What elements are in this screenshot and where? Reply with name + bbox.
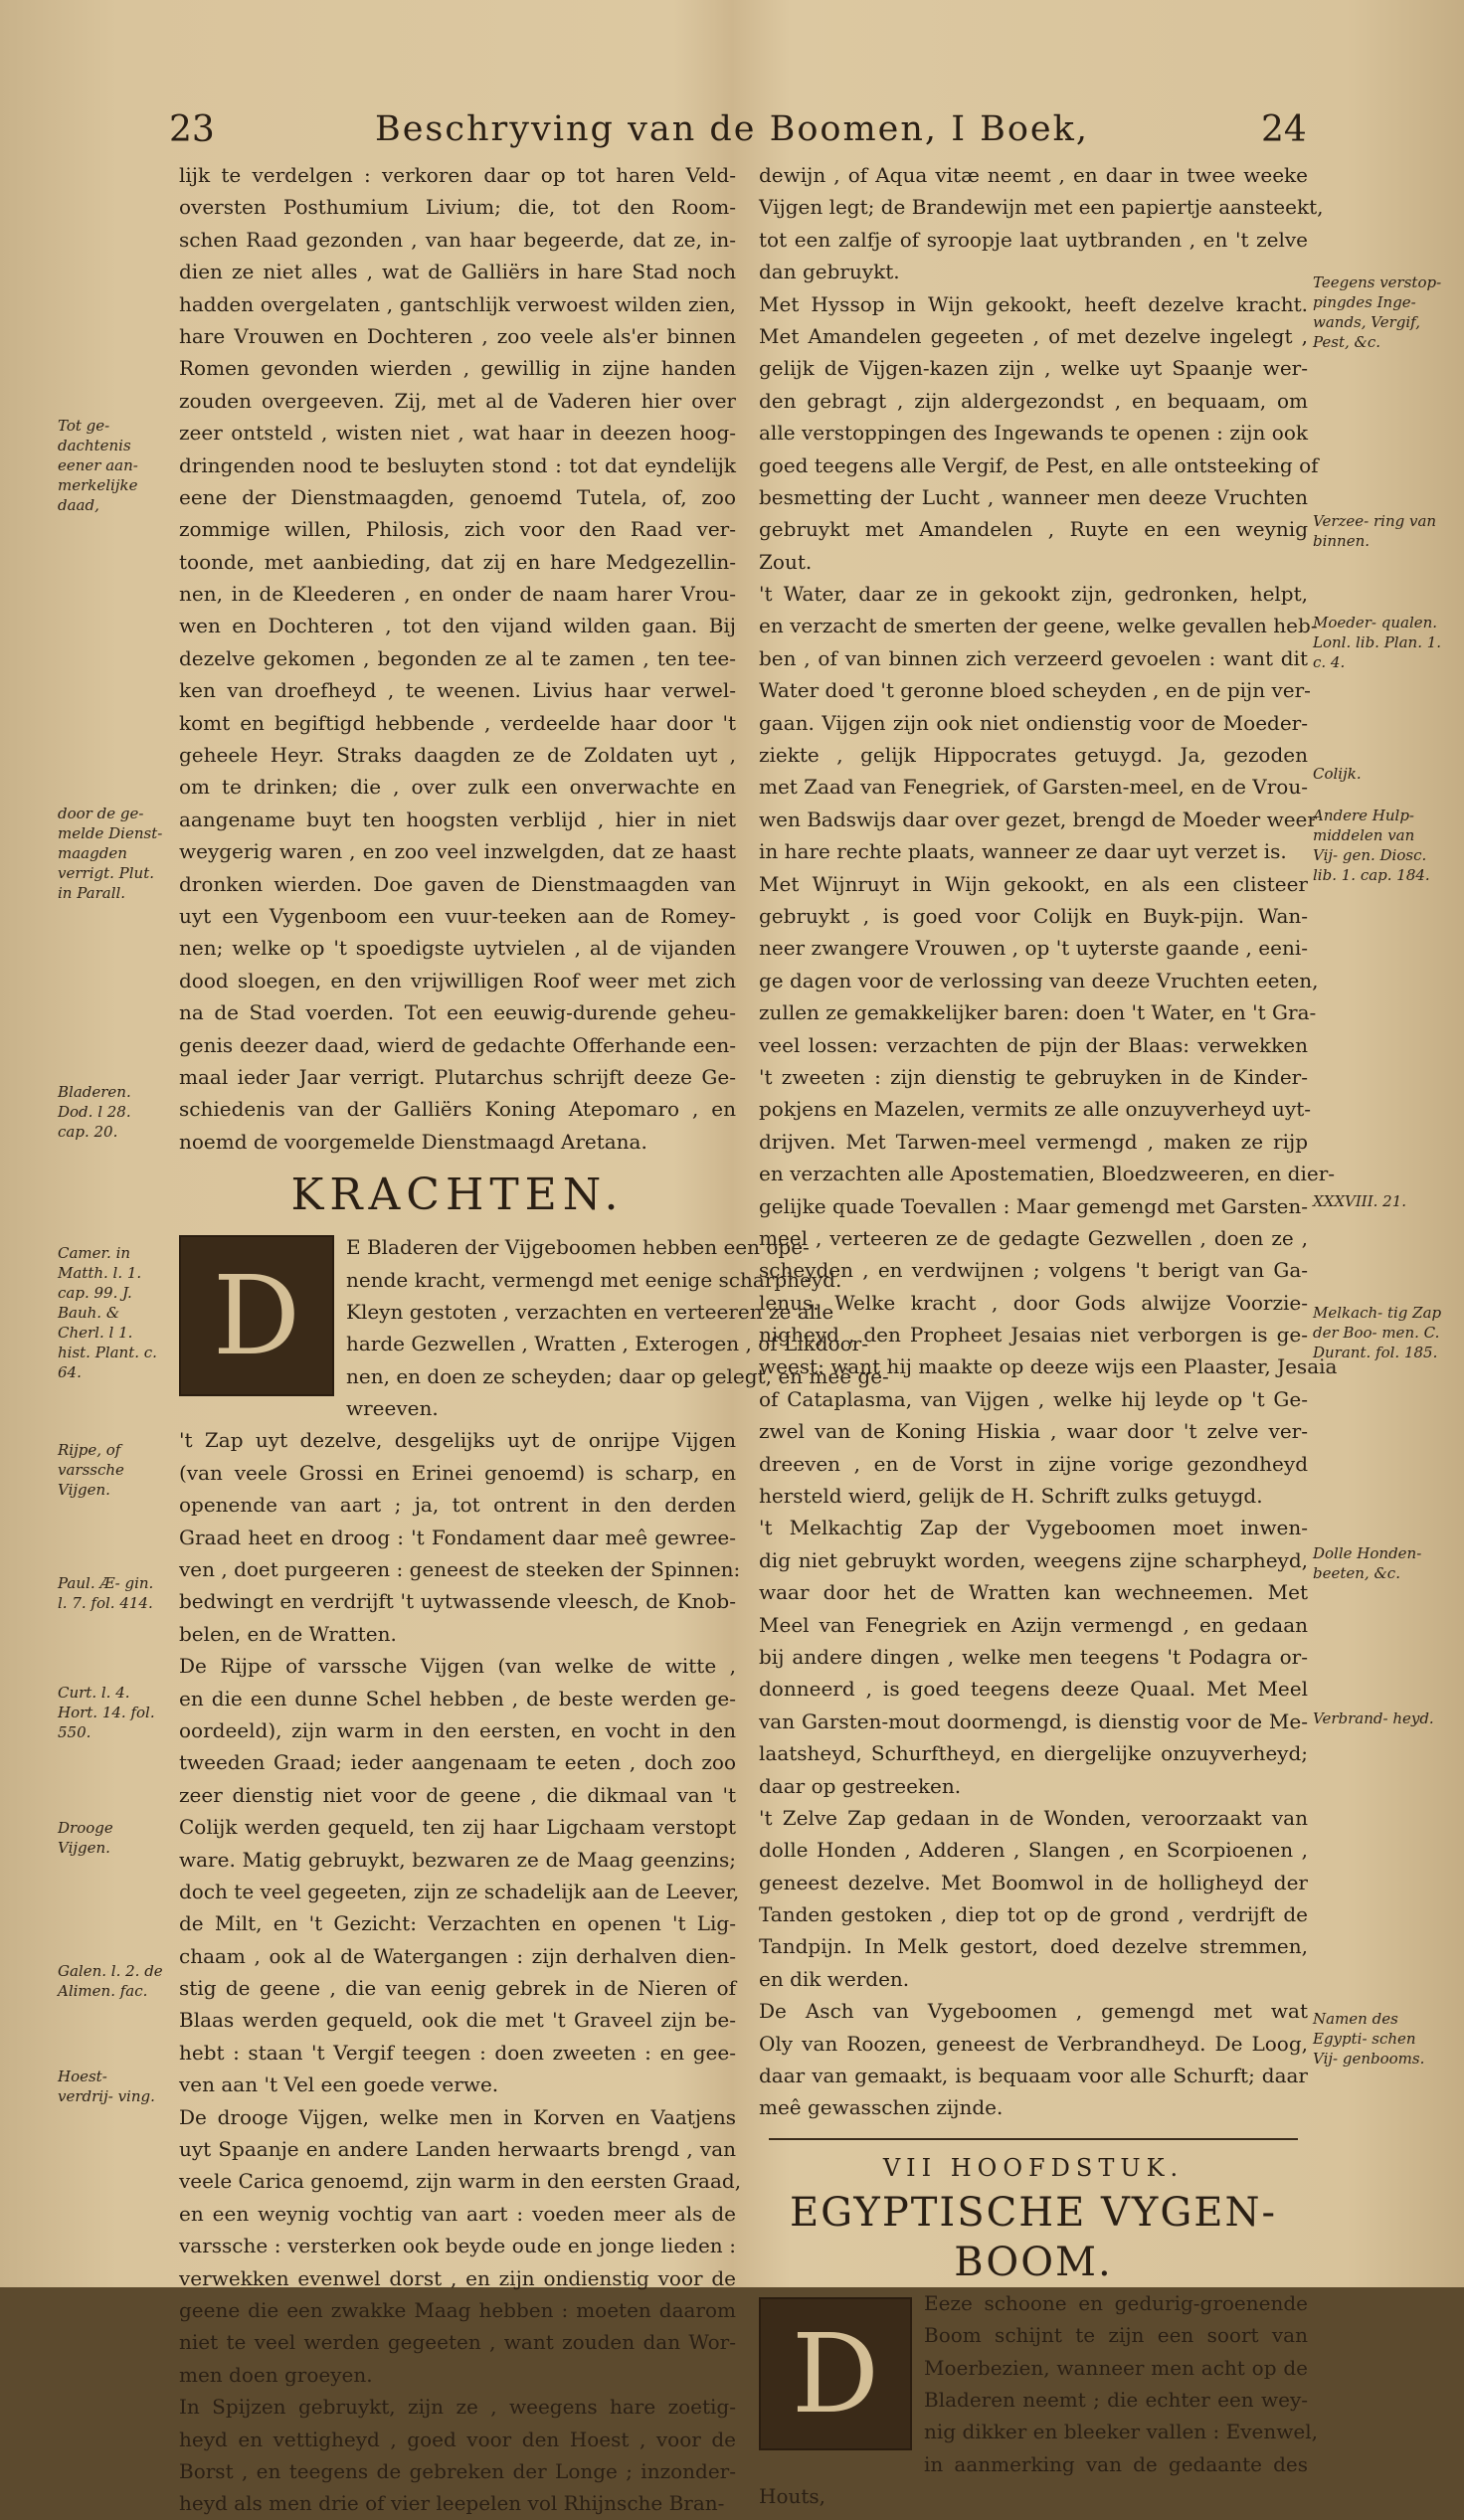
text-line: openende van aart ; ja, tot ontrent in den derden [179,1493,736,1518]
text-line: Houts, [759,2484,826,2509]
margin-note-right: Dolle Honden- beeten, &c. [1313,1544,1422,1582]
text-line: van Garsten-mout doormengd, is dienstig voor de Me- [759,1709,1308,1733]
text-line: Colijk werden gequeld, ten zij haar Ligchaam verstopt [179,1815,736,1840]
text-line: Met Amandelen gegeeten , of met dezelve ingelegt , [759,323,1308,348]
text-line: in hare rechte plaats, wanneer ze daar uyt verzet is. [759,839,1287,864]
text-line: daar van gemaakt, is bequaam voor alle Schurft; daar [759,2064,1308,2088]
text-line: gebruykt met Amandelen , Ruyte en een weynig [759,517,1308,542]
text-line: veele Carica genoemd, zijn warm in den eersten Graad, [179,2169,742,2194]
text-line: of Cataplasma, van Vijgen , welke hij leyde op 't Ge- [759,1386,1308,1411]
text-line: nen, en doen ze scheyden; daar op gelegt, en meê ge- [346,1363,889,1388]
text-line: stig de geene , die van eenig gebrek in de Nieren of [179,1976,736,2001]
text-line: met Zaad van Fenegriek, of Garsten-meel, en de Vrou- [759,775,1308,800]
text-line: dringenden nood te besluyten stond : tot dat eyndelijk [179,452,736,477]
text-line: In Spijzen gebruykt, zijn ze , weegens hare zoetig- [179,2395,736,2420]
margin-note-left: door de ge- melde Dienst- maagden verrigt. Plut. in Parall. [58,805,163,902]
text-line: dewijn , of Aqua vitæ neemt , en daar in twee weeke [759,163,1308,187]
text-line: nen, in de Kleederen , en onder de naam harer Vrou- [179,582,736,607]
text-line: en een weynig vochtig van aart : voeden meer als de [179,2201,736,2226]
text-line: 't Zelve Zap gedaan in de Wonden, veroorzaakt van [759,1805,1308,1830]
text-line: bij andere dingen , welke men teegens 't Podagra or- [759,1644,1308,1669]
text-line: ven aan 't Vel een goede verwe. [179,2072,499,2097]
margin-note-left: Galen. l. 2. de Alimen. fac. [58,1962,163,2000]
text-line: in aanmerking van de gedaante des [924,2451,1308,2476]
section-heading-krachten: KRACHTEN. [290,1170,625,1221]
text-line: 't zweeten : zijn dienstig te gebruyken in de Kinder- [759,1064,1308,1089]
text-line: De Rijpe of varssche Vijgen (van welke de witte , [179,1654,736,1679]
margin-note-left: Paul. Æ- gin. l. 7. fol. 414. [58,1574,154,1612]
text-line: tweeden Graad; ieder aangenaam te eeten , doch zoo [179,1750,736,1775]
text-line: toonde, met aanbieding, dat zij en hare Medgezellin- [179,549,736,574]
text-line: uyt Spaanje en andere Landen herwaarts brengd , van [179,2137,736,2162]
text-line: na de Stad voerden. Tot een eeuwig-durende geheu- [179,1000,736,1025]
text-line: harde Gezwellen , Wratten , Exterogen , of Likdoor- [346,1332,868,1356]
text-line: ware. Matig gebruykt, bezwaren ze de Maag geenzins; [179,1847,736,1872]
text-line: 't Zap uyt dezelve, desgelijks uyt de onrijpe Vijgen [179,1428,736,1453]
text-line: Vijgen legt; de Brandewijn met een papiertje aansteekt, [759,195,1324,220]
text-line: meel , verteeren ze de gedagte Gezwellen , doen ze , [759,1225,1308,1250]
text-line: ziekte , gelijk Hippocrates getuygd. Ja, gezoden [759,743,1308,768]
margin-note-right: Melkach- tig Zap der Boo- men. C. Durant. fol. 185. [1313,1304,1442,1361]
text-line: wreeven. [346,1396,439,1421]
text-line: Boom schijnt te zijn een soort van [924,2323,1308,2348]
left-page-number: 23 [169,109,215,150]
text-line: zwel van de Koning Hiskia , waar door 't zelve ver- [759,1419,1308,1444]
text-line: wen en Dochteren , tot den vijand wilden gaan. Bij [179,614,736,638]
text-line: Meel van Fenegriek en Azijn vermengd , en gedaan [759,1612,1308,1637]
text-line: heyd als men drie of vier leepelen vol Rhijnsche Bran- [179,2491,725,2516]
text-line: dig niet gebruykt worden, weegens zijne scharpheyd, [759,1547,1308,1572]
text-line: aangename buyt ten hoogsten verblijd , hier in niet [179,807,736,831]
text-line: weygerig waren , en zoo veel inzwelgden, dat ze haast [179,839,736,864]
text-line: dood sloegen, en den vrijwilligen Roof weer met zich [179,968,736,992]
text-line: geene die een zwakke Maag hebben : moeten daarom [179,2298,736,2322]
drop-cap-d: D [179,1235,334,1396]
ornate-drop-cap-d: D [759,2297,912,2450]
margin-note-left: Curt. l. 4. Hort. 14. fol. 550. [58,1684,155,1741]
text-line: Eeze schoone en gedurig-groenende [924,2290,1308,2315]
text-line: gelijke quade Toevallen : Maar gemengd met Garsten- [759,1193,1308,1218]
margin-note-left: Camer. in Matth. l. 1. cap. 99. J. Bauh. & Cherl. l 1. hist. Plant. c. 64. [58,1244,157,1381]
text-line: drijven. Met Tarwen-meel vermengd , maken ze rijp [759,1129,1308,1154]
text-line: verwekken evenwel dorst , en zijn ondienstig voor de [179,2265,736,2290]
running-title: Beschryving van de Boomen, I Boek, [375,109,1089,149]
margin-note-right: Andere Hulp- middelen van Vij- gen. Diosc. lib. 1. cap. 184. [1313,807,1430,884]
text-line: goed teegens alle Vergif, de Pest, en alle ontsteeking of [759,452,1319,477]
text-line: 't Water, daar ze in gekookt zijn, gedronken, helpt, [759,582,1308,607]
margin-note-right: XXXVIII. 21. [1313,1192,1407,1210]
text-line: nigheyd , den Propheet Jesaias niet verborgen is ge- [759,1323,1308,1348]
text-line: maal ieder Jaar verrigt. Plutarchus schrijft deeze Ge- [179,1064,736,1089]
text-line: Borst , en teegens de gebreken der Longe ; inzonder- [179,2458,736,2483]
text-line: neer zwangere Vrouwen , op 't uyterste gaande , eeni- [759,936,1308,961]
text-line: belen, en de Wratten. [179,1621,397,1646]
text-line: zeer dienstig niet voor de geene , die dikmaal van 't [179,1782,736,1807]
text-line: en die een dunne Schel hebben , de beste werden ge- [179,1686,736,1710]
text-line: (van veele Grossi en Erinei genoemd) is scharp, en [179,1460,736,1485]
text-line: eene der Dienstmaagden, genoemd Tutela, of, zoo [179,484,736,509]
text-line: oordeeld), zijn warm in den eersten, en vocht in den [179,1717,736,1742]
text-line: den gebragt , zijn aldergezondst , en bequaam, om [759,388,1308,413]
margin-note-right: Moeder- qualen. Lonl. lib. Plan. 1. c. 4. [1313,614,1442,671]
chapter-title-line-2: BOOM. [954,2239,1113,2285]
margin-note-left: Drooge Vijgen. [58,1819,113,1857]
text-line: de Milt, en 't Gezicht: Verzachten en openen 't Lig- [179,1911,736,1936]
text-line: chaam , ook al de Watergangen : zijn derhalven dien- [179,1943,736,1968]
margin-note-left: Tot ge- dachtenis eener aan- merkelijke daad, [58,417,138,514]
margin-note-left: Hoest- verdrij- ving. [58,2068,155,2105]
chapter-divider [769,2138,1298,2140]
text-line: scheyden , en verdwijnen ; volgens 't berigt van Ga- [759,1258,1308,1283]
text-line: nen; welke op 't spoedigste uytvielen , al de vijanden [179,936,736,961]
text-line: schiedenis van der Galliërs Koning Atepomaro , en [179,1097,736,1122]
text-line: waar door het de Wratten kan wechneemen. Met [759,1580,1308,1605]
text-line: dien ze niet alles , wat de Galliërs in hare Stad noch [179,260,736,284]
text-line: Kleyn gestoten , verzachten en verteeren ze alle [346,1299,834,1324]
text-line: laatsheyd, Schurftheyd, en diergelijke onzuyverheyd; [759,1741,1308,1766]
chapter-title-line-1: EGYPTISCHE VYGEN- [789,2189,1277,2236]
text-line: Graad heet en droog : 't Fondament daar meê gewree- [179,1525,736,1549]
text-line: pokjens en Mazelen, vermits ze alle onzuyverheyd uyt- [759,1097,1312,1122]
margin-note-left: Bladeren. Dod. l 28. cap. 20. [58,1083,131,1141]
text-line: tot een zalfje of syroopje laat uytbranden , en 't zelve [759,227,1308,252]
margin-note-right: Teegens verstop- pingdes Inge- wands, Vergif, Pest, &c. [1313,273,1442,351]
text-line: gelijk de Vijgen-kazen zijn , welke uyt Spaanje wer- [759,356,1308,381]
text-line: weest: want hij maakte op deeze wijs een Plaaster, Jesaia [759,1354,1338,1379]
chapter-label: VII HOOFDSTUK. [882,2153,1185,2182]
text-line: wen Badswijs daar over gezet, brengd de Moeder weer [759,807,1317,831]
text-line: De Asch van Vygeboomen , gemengd met wat [759,1999,1308,2024]
left-text-block-1 [179,159,736,1158]
text-line: alle verstoppingen des Ingewands te openen : zijn ook [759,421,1308,446]
text-line: uyt een Vygenboom een vuur-teeken aan de Romey- [179,903,736,928]
right-text-block-1 [759,159,1338,2124]
text-line: geheele Heyr. Straks daagden ze de Zoldaten uyt , [179,743,736,768]
text-line: en dik werden. [759,1966,910,1991]
text-line: dreeven , en de Vorst in zijne vorige gezondheyd [759,1451,1308,1476]
text-line: E Bladeren der Vijgeboomen hebben een ope- [346,1235,810,1260]
text-line: schen Raad gezonden , van haar begeerde, dat ze, in- [179,227,736,252]
text-line: bedwingt en verdrijft 't uytwassende vleesch, de Knob- [179,1589,736,1614]
margin-note-right: Colijk. [1313,765,1362,783]
text-line: doch te veel gegeeten, zijn ze schadelijk aan de Leever, [179,1879,740,1903]
text-line: om te drinken; die , over zulk een onverwachte en [179,775,736,800]
text-line: nende kracht, vermengd met eenige scharpheyd. [346,1267,842,1292]
text-line: Blaas werden gequeld, ook die met 't Graveel zijn be- [179,2008,736,2033]
text-line: zouden overgeeven. Zij, met al de Vaderen hier over [179,388,736,413]
text-line: dolle Honden , Adderen , Slangen , en Scorpioenen , [759,1838,1308,1863]
text-line: Oly van Roozen, geneest de Verbrandheyd. De Loog, [759,2031,1308,2056]
text-line: varssche : versterken ook beyde oude en jonge lieden : [179,2234,736,2258]
text-line: heyd en vettigheyd , goed voor den Hoest , voor de [179,2427,736,2451]
text-line: hebt : staan 't Vergif teegen : doen zweeten : en gee- [179,2040,736,2065]
text-line: Tanden gestoken , diep tot op de grond , verdrijft de [759,1902,1308,1927]
text-line: hare Vrouwen en Dochteren , zoo veele als'er binnen [179,323,736,348]
text-line: 't Melkachtig Zap der Vygeboomen moet inwen- [759,1516,1308,1540]
text-line: daar op gestreeken. [759,1773,962,1798]
text-line: ben , of van binnen zich verzeerd gevoelen : want dit [759,645,1308,670]
running-header [0,109,1464,159]
text-line: genis deezer daad, wierd de gedachte Offerhande een- [179,1032,736,1057]
text-line: gaan. Vijgen zijn ook niet ondienstig voor de Moeder- [759,710,1308,735]
text-line: besmetting der Lucht , wanneer men deeze Vruchten [759,484,1308,509]
text-line: ken van droefheyd , te weenen. Livius haar verwel- [179,678,736,703]
text-line: zeer ontsteld , wisten niet , wat haar in deezen hoog- [179,421,736,446]
text-line: en verzacht de smerten der geene, welke gevallen heb- [759,614,1318,638]
text-line: oversten Posthumium Livium; die, tot den Room- [179,195,736,220]
text-line: De drooge Vijgen, welke men in Korven en Vaatjens [179,2104,736,2129]
text-line: Tandpijn. In Melk gestort, doed dezelve stremmen, [759,1934,1308,1959]
text-line: gebruykt , is goed voor Colijk en Buyk-pijn. Wan- [759,903,1308,928]
text-line: nig dikker en bleeker vallen : Evenwel, [924,2420,1318,2444]
margin-note-right: Verbrand- heyd. [1313,1710,1434,1727]
text-line: dan gebruykt. [759,260,900,284]
text-line: niet te veel werden gegeeten , want zouden dan Wor- [179,2330,736,2355]
text-line: noemd de voorgemelde Dienstmaagd Aretana. [179,1129,647,1154]
text-line: ven , doet purgeeren : geneest de steeken der Spinnen: [179,1557,741,1582]
text-line: Met Wijnruyt in Wijn gekookt, en als een clisteer [759,871,1308,896]
text-line: dezelve gekomen , begonden ze al te zamen , ten tee- [179,645,736,670]
text-line: donneerd , is goed teegens deeze Quaal. Met Meel [759,1677,1308,1702]
text-line: zommige willen, Philosis, zich voor den Raad ver- [179,517,736,542]
margin-note-right: Verzee- ring van binnen. [1313,512,1437,550]
text-line: en verzachten alle Apostematien, Bloedzweeren, en dier- [759,1162,1336,1186]
text-line: zullen ze gemakkelijker baren: doen 't Water, en 't Gra- [759,1000,1317,1025]
text-line: hersteld wierd, gelijk de H. Schrift zulks getuygd. [759,1484,1263,1509]
text-line: men doen groeyen. [179,2362,373,2387]
text-line: Water doed 't geronne bloed scheyden , en de pijn ver- [759,678,1311,703]
text-line: geneest dezelve. Met Boomwol in de holligheyd der [759,1870,1308,1894]
right-column [759,159,1338,2513]
text-line: lijk te verdelgen : verkoren daar op tot haren Veld- [179,163,736,187]
text-line: Moerbezien, wanneer men acht op de [924,2355,1308,2380]
text-line: Zout. [759,549,813,574]
text-line: dronken wierden. Doe gaven de Dienstmaagden van [179,871,736,896]
text-line: Bladeren neemt ; die echter een wey- [924,2388,1308,2412]
text-line: lenus. Welke kracht , door Gods alwijze Voorzie- [759,1290,1308,1315]
text-line: ge dagen voor de verlossing van deeze Vruchten eeten, [759,968,1319,992]
text-line: hadden overgelaten , gantschlijk verwoest wilden zien, [179,291,736,316]
text-line: Romen gevonden wierden , gewillig in zijne handen [179,356,736,381]
text-line: meê gewasschen zijnde. [759,2095,1004,2120]
text-line: komt en begiftigd hebbende , verdeelde haar door 't [179,710,736,735]
margin-note-right: Namen des Egypti- schen Vij- genbooms. [1313,2010,1425,2068]
margin-note-left: Rijpe, of varssche Vijgen. [58,1441,124,1499]
right-page-number: 24 [1261,109,1307,150]
text-line: Met Hyssop in Wijn gekookt, heeft dezelve kracht. [759,291,1308,316]
text-line: veel lossen: verzachten de pijn der Blaas: verwekken [759,1032,1308,1057]
